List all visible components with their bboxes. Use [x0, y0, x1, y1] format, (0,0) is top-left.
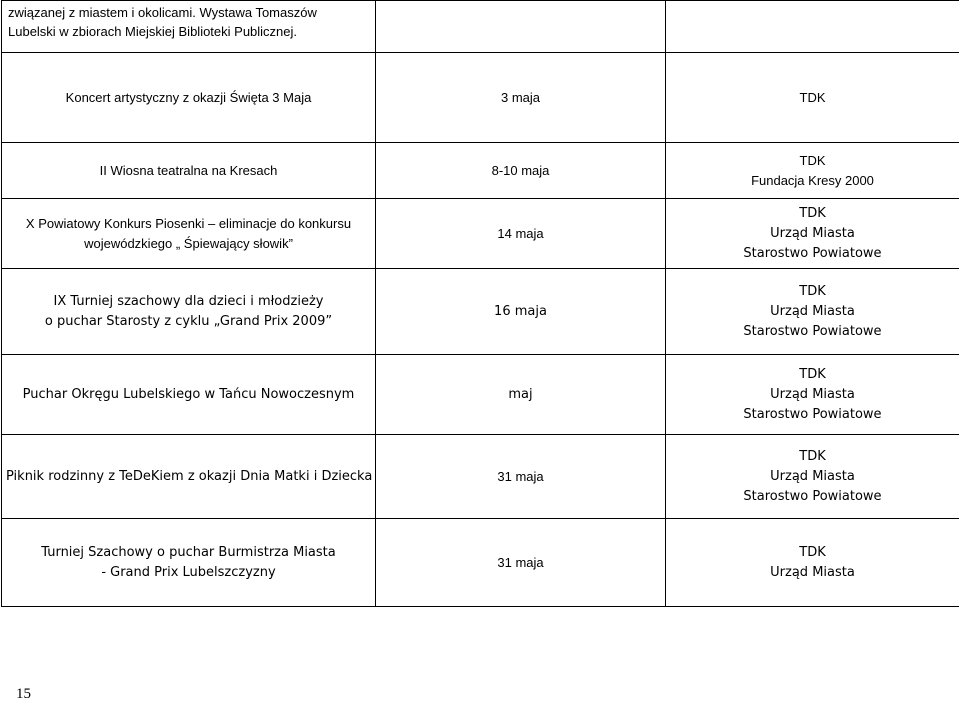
- organizer-cell: [666, 435, 959, 519]
- event-cell: [2, 269, 376, 355]
- event-cell: [2, 519, 376, 607]
- organizer-cell: [666, 355, 959, 435]
- table-row: [2, 269, 959, 355]
- event-cell: [2, 143, 376, 199]
- organizer-text-line: Starostwo Powiatowe: [743, 245, 882, 261]
- organizer-cell: [666, 143, 959, 199]
- organizer-text-line: Starostwo Powiatowe: [743, 323, 882, 339]
- date-cell: [376, 355, 666, 435]
- date-cell: [376, 199, 666, 269]
- date-cell: [376, 143, 666, 199]
- organizer-cell: [666, 269, 959, 355]
- table-row: [2, 143, 959, 199]
- event-cell: [2, 199, 376, 269]
- event-cell: [2, 355, 376, 435]
- event-cell: [2, 53, 376, 143]
- date-cell: [376, 1, 666, 53]
- organizer-text-line: TDK: [799, 89, 826, 105]
- event-text-line: - Grand Prix Lubelszczyzny: [101, 564, 276, 580]
- table-row: [2, 199, 959, 269]
- table-row: [2, 519, 959, 607]
- organizer-text-line: Urząd Miasta: [770, 386, 855, 402]
- organizer-text-line: Urząd Miasta: [770, 468, 855, 484]
- organizer-text-line: Fundacja Kresy 2000: [751, 172, 874, 188]
- event-text-line: wojewódzkiego „ Śpiewający słowik”: [84, 235, 293, 251]
- event-text-line: Lubelski w zbiorach Miejskiej Biblioteki Publicznej.: [8, 24, 298, 39]
- organizer-cell: [666, 53, 959, 143]
- date-cell: [376, 269, 666, 355]
- event-cell: [2, 435, 376, 519]
- organizer-text-line: TDK: [799, 205, 826, 221]
- event-text-line: Piknik rodzinny z TeDeKiem z okazji Dnia Matki i Dziecka: [6, 468, 373, 484]
- event-text-line: o puchar Starosty z cyklu „Grand Prix 2009”: [44, 313, 333, 329]
- organizer-cell: [666, 1, 959, 53]
- date-text: maj: [508, 386, 533, 402]
- organizer-text-line: Starostwo Powiatowe: [743, 488, 882, 504]
- date-text: 31 maja: [497, 554, 544, 570]
- organizer-text-line: Starostwo Powiatowe: [743, 406, 882, 422]
- organizer-cell: [666, 199, 959, 269]
- date-text: 14 maja: [497, 225, 544, 241]
- event-text-line: Turniej Szachowy o puchar Burmistrza Miasta: [41, 544, 336, 560]
- organizer-text-line: TDK: [799, 366, 826, 382]
- event-text-line: Puchar Okręgu Lubelskiego w Tańcu Nowoczesnym: [22, 386, 355, 402]
- organizer-text-line: Urząd Miasta: [770, 564, 855, 580]
- event-text-line: X Powiatowy Konkurs Piosenki – eliminacje do konkursu: [25, 215, 352, 231]
- event-text-line: II Wiosna teatralna na Kresach: [99, 162, 278, 178]
- date-cell: [376, 435, 666, 519]
- organizer-text-line: Urząd Miasta: [770, 303, 855, 319]
- events-table: [1, 0, 959, 607]
- organizer-text-line: TDK: [799, 448, 826, 464]
- table-row: [2, 53, 959, 143]
- date-text: 16 maja: [494, 303, 547, 319]
- event-text-line: Koncert artystyczny z okazji Święta 3 Maja: [65, 89, 312, 105]
- organizer-text-line: Urząd Miasta: [770, 225, 855, 241]
- table-row-continued: [2, 1, 959, 53]
- event-cell-continued: [2, 1, 376, 53]
- organizer-text-line: TDK: [799, 152, 826, 168]
- event-text-line: związanej z miastem i okolicami. Wystawa Tomaszów: [8, 5, 317, 20]
- organizer-text-line: TDK: [799, 544, 826, 560]
- date-text: 3 maja: [500, 89, 541, 105]
- event-text-line: IX Turniej szachowy dla dzieci i młodzieży: [53, 293, 324, 309]
- table-row: [2, 355, 959, 435]
- date-cell: [376, 53, 666, 143]
- table-row: [2, 435, 959, 519]
- date-cell: [376, 519, 666, 607]
- organizer-text-line: TDK: [799, 283, 826, 299]
- date-text: 8-10 maja: [491, 162, 550, 178]
- page-number: 15: [16, 686, 31, 702]
- organizer-cell: [666, 519, 959, 607]
- date-text: 31 maja: [497, 468, 544, 484]
